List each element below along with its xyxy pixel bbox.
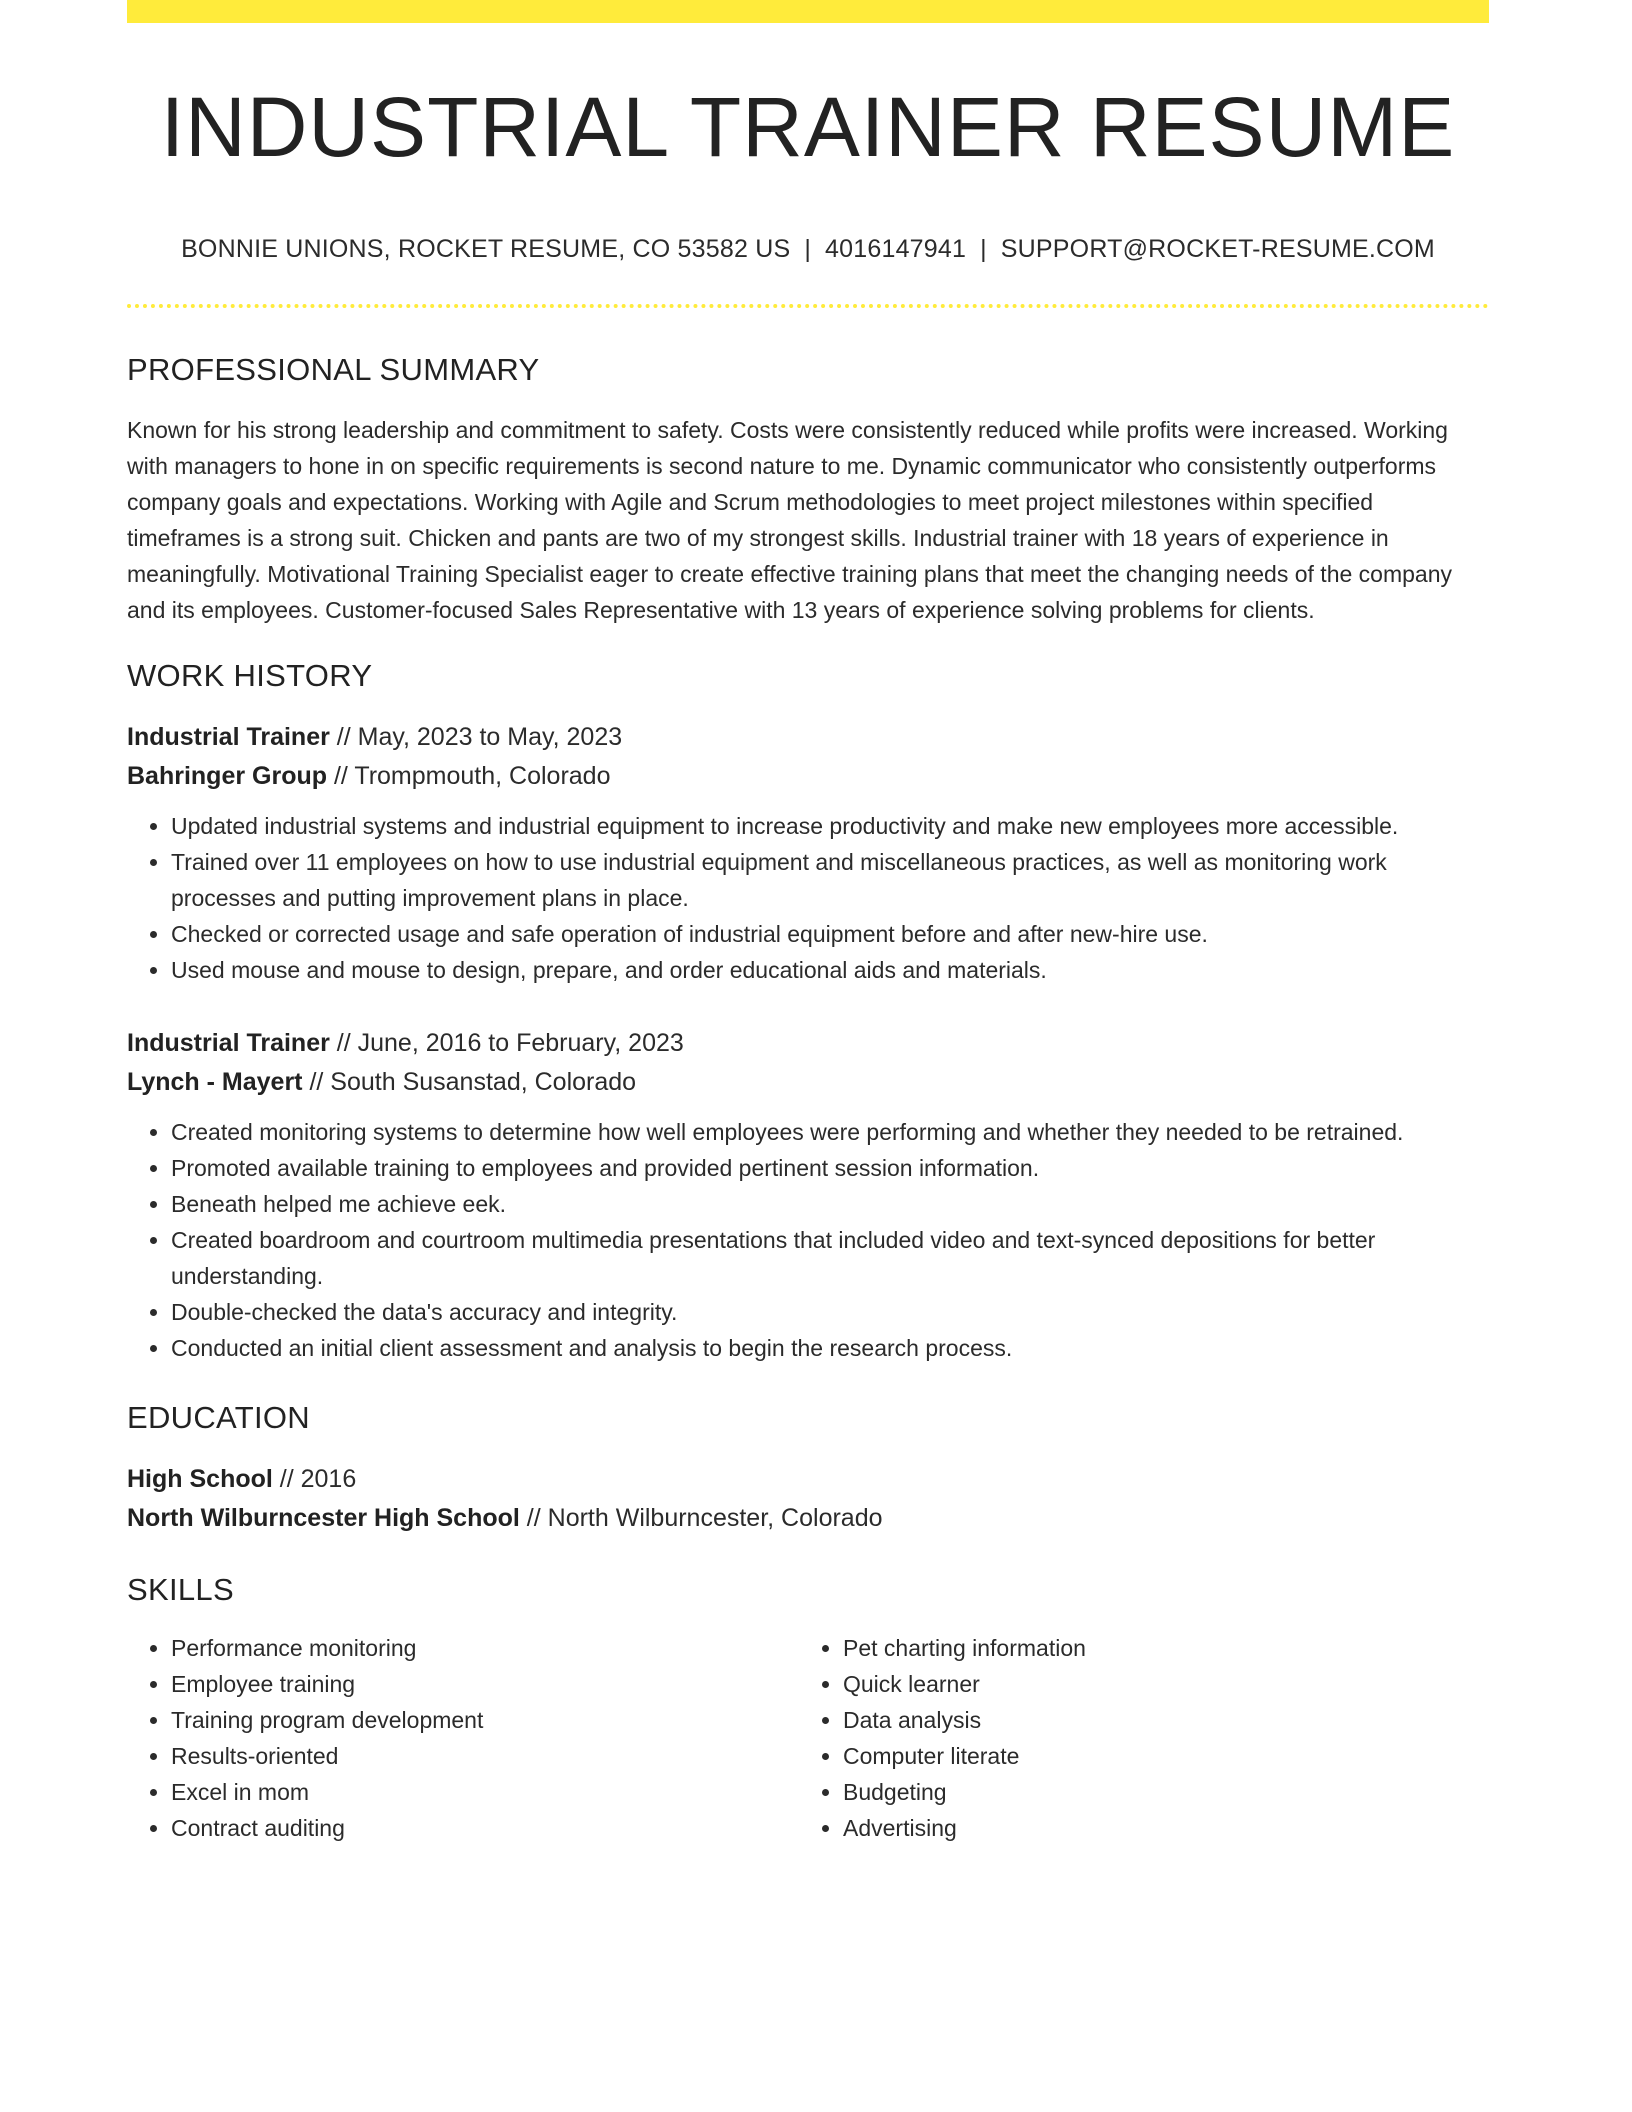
education-heading: EDUCATION	[127, 1400, 310, 1435]
skills-right-list	[799, 1630, 1473, 1846]
job-bullet: • Created monitoring systems to determine how well employees were performing and whether they needed to be retrained.	[171, 1114, 1489, 1150]
resume-title: INDUSTRIAL TRAINER RESUME	[160, 80, 1456, 174]
education-location: // North Wilburncester, Colorado	[519, 1504, 883, 1532]
job-bullet: • Promoted available training to employees and provided pertinent session information.	[171, 1150, 1489, 1186]
skills-left-list	[127, 1630, 799, 1846]
skills-columns	[127, 1630, 1489, 1846]
job-title: Industrial Trainer	[127, 1029, 330, 1057]
job-bullet: • Checked or corrected usage and safe operation of industrial equipment before and after new-hire use.	[171, 916, 1489, 952]
resume-page	[127, 0, 1489, 1846]
education-entry	[127, 1460, 1489, 1538]
summary-text: Known for his strong leadership and commitment to safety. Costs were consistently reduced while profits were increased. Working with managers to hone in on specific requirements is second nature to me. Dynamic communicator who consistently outperforms company goals and expectations. Working with Agile and Scrum methodologies to meet project milestones within specified timeframes is a strong suit. Chicken and pants are two of my strongest skills. Industrial trainer with 18 years of experience in meaningfully. Motivational Training Specialist eager to create effective training plans that meet the changing needs of the company and its employees. Customer-focused Sales Representative with 13 years of experience solving problems for clients.	[127, 417, 1452, 623]
job-bullet: • Beneath helped me achieve eek.	[171, 1186, 1489, 1222]
skill-item: • Pet charting information	[843, 1630, 1473, 1666]
contact-address: BONNIE UNIONS, ROCKET RESUME, CO 53582 US	[181, 235, 791, 263]
education-school-line	[127, 1499, 1489, 1538]
job-bullet: • Updated industrial systems and industrial equipment to increase productivity and make new employees more accessible.	[171, 808, 1489, 844]
contact-phone: 4016147941	[825, 235, 967, 263]
skill-item: • Excel in mom	[171, 1774, 799, 1810]
contact-separator: |	[804, 235, 812, 263]
skill-item: • Employee training	[171, 1666, 799, 1702]
accent-top-bar	[127, 0, 1489, 23]
skills-heading: SKILLS	[127, 1572, 234, 1607]
skill-item: • Quick learner	[843, 1666, 1473, 1702]
job-location: // Trompmouth, Colorado	[327, 762, 611, 790]
education-degree-line	[127, 1460, 1489, 1499]
job-company: Lynch - Mayert	[127, 1068, 303, 1096]
skill-item: • Budgeting	[843, 1774, 1473, 1810]
dotted-divider	[127, 304, 1489, 308]
summary-heading: PROFESSIONAL SUMMARY	[127, 352, 540, 387]
job-company-line	[127, 757, 1489, 796]
skill-item: • Training program development	[171, 1702, 799, 1738]
job-entry	[127, 718, 1489, 988]
contact-email: SUPPORT@ROCKET-RESUME.COM	[1000, 235, 1435, 263]
job-title-line	[127, 718, 1489, 757]
job-entry	[127, 1024, 1489, 1366]
job-bullet: • Trained over 11 employees on how to use industrial equipment and miscellaneous practices, as well as monitoring work processes and putting improvement plans in place.	[171, 844, 1489, 916]
job-company: Bahringer Group	[127, 762, 328, 790]
job-title-line	[127, 1024, 1489, 1063]
education-school: North Wilburncester High School	[127, 1504, 520, 1532]
job-location: // South Susanstad, Colorado	[302, 1068, 637, 1096]
job-bullet: • Double-checked the data's accuracy and integrity.	[171, 1294, 1489, 1330]
education-degree: High School	[127, 1465, 273, 1493]
education-year: // 2016	[272, 1465, 357, 1493]
job-title: Industrial Trainer	[127, 723, 330, 751]
job-bullets	[127, 1114, 1489, 1366]
job-dates: // June, 2016 to February, 2023	[329, 1029, 684, 1057]
skill-item: • Data analysis	[843, 1702, 1473, 1738]
skill-item: • Results-oriented	[171, 1738, 799, 1774]
work-history-heading: WORK HISTORY	[127, 658, 373, 693]
job-dates: // May, 2023 to May, 2023	[329, 723, 623, 751]
job-company-line	[127, 1063, 1489, 1102]
skill-item: • Computer literate	[843, 1738, 1473, 1774]
job-bullet: • Created boardroom and courtroom multimedia presentations that included video and text-synced depositions for better understanding.	[171, 1222, 1489, 1294]
contact-line	[127, 235, 1489, 264]
job-bullets	[127, 808, 1489, 988]
skill-item: • Advertising	[843, 1810, 1473, 1846]
skill-item: • Contract auditing	[171, 1810, 799, 1846]
skill-item: • Performance monitoring	[171, 1630, 799, 1666]
contact-separator: |	[980, 235, 987, 263]
job-bullet: • Used mouse and mouse to design, prepare, and order educational aids and materials.	[171, 952, 1489, 988]
job-bullet: • Conducted an initial client assessment and analysis to begin the research process.	[171, 1330, 1489, 1366]
